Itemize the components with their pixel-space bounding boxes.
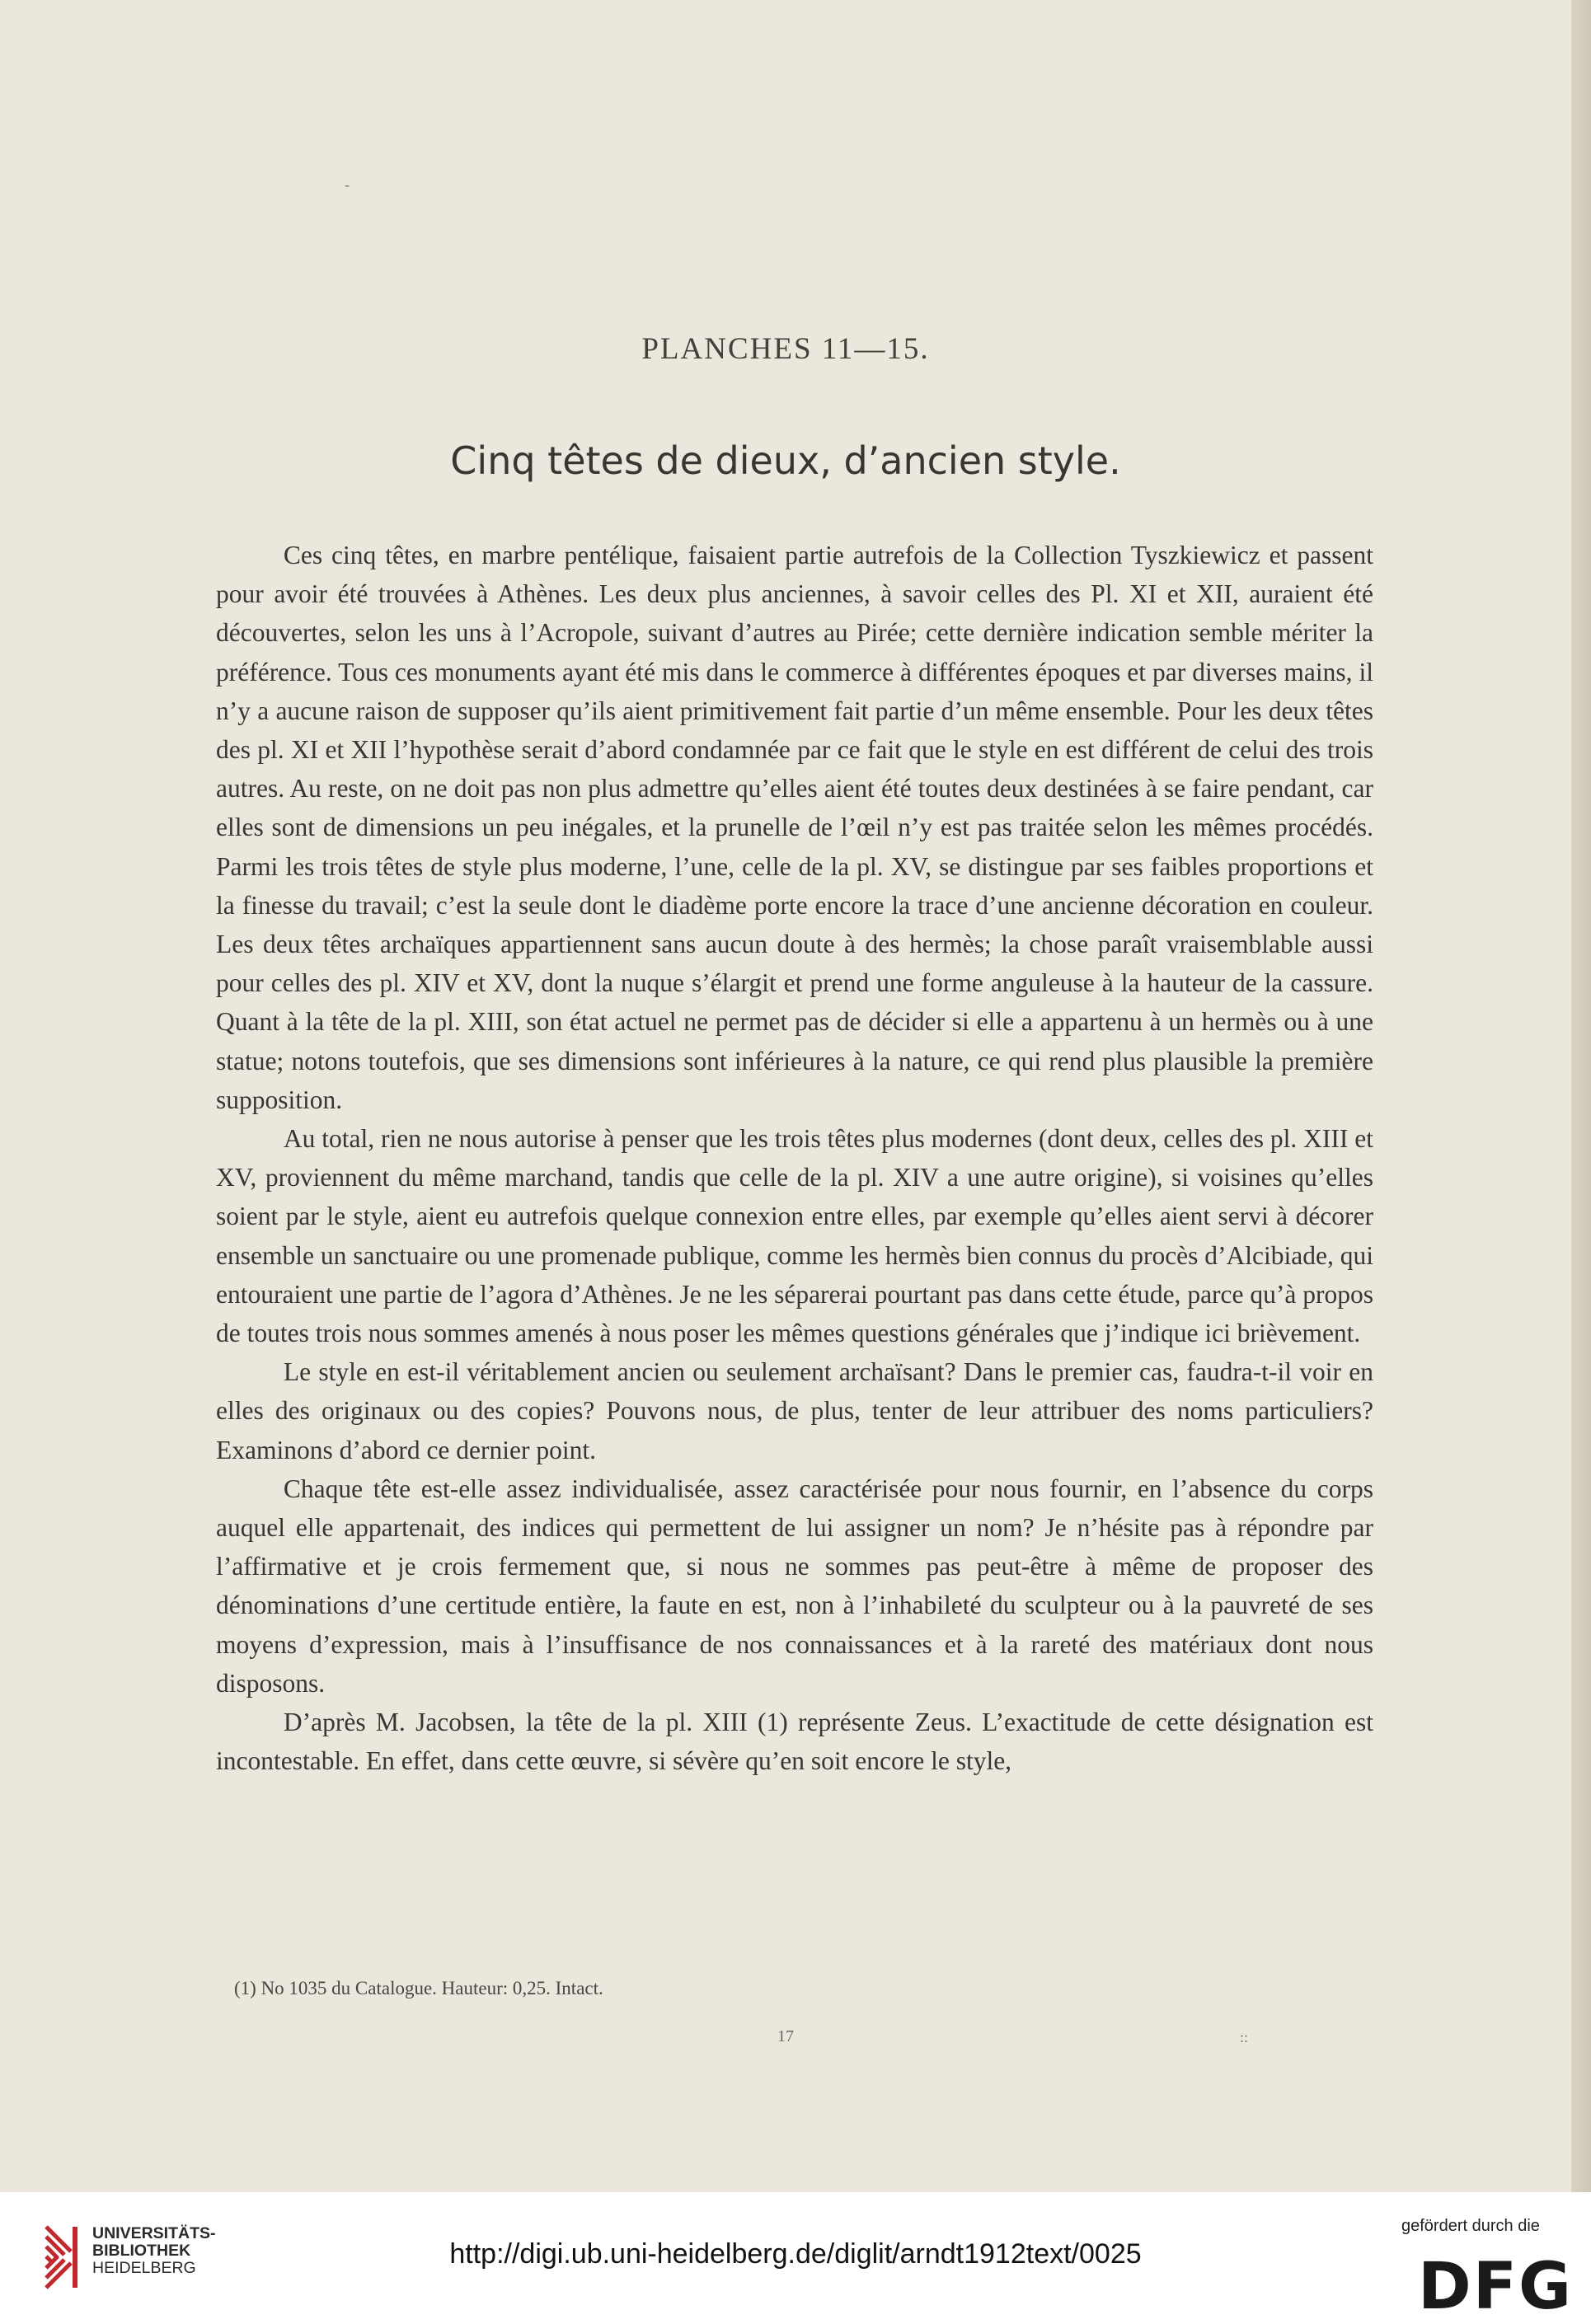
library-name-line: BIBLIOTHEK [92, 2242, 191, 2260]
viewer-footer [0, 2192, 1591, 2324]
scan-speck-mark: ‐ [345, 176, 350, 193]
paragraph-1: Ces cinq têtes, en marbre pentélique, faisaient partie autrefois de la Collection Tyszkiewicz et passent pour avoir été trouvées à Athènes. Les deux plus anciennes, à savoir celles des Pl. XI et XII, auraient été découvertes, selon les uns à l’Acropole, suivant d’autres au Pirée; cette dernière indication semble mériter la préférence. Tous ces monuments ayant été mis dans le commerce à différentes époques et par diverses mains, il n’y a aucune raison de supposer qu’ils aient primitivement fait partie d’un même ensemble. Pour les deux têtes des pl. XI et XII l’hypothèse serait d’abord condamnée par ce fait que le style en est différent de celui des trois autres. Au reste, on ne doit pas non plus admettre qu’elles aient été toutes deux destinées à se faire pendant, car elles sont de dimensions un peu inégales, et la prunelle de l’œil n’y est pas traitée selon les mêmes procédés. Parmi les trois têtes de style plus moderne, l’une, celle de la pl. XV, se distingue par ses faibles proportions et la finesse du travail; c’est la seule dont le diadème porte encore la trace d’une ancienne décoration en couleur. Les deux têtes archaïques appartiennent sans aucun doute à des hermès; la chose paraît vraisemblable aussi pour celles des pl. XIV et XV, dont la nuque s’élargit et prend une forme anguleuse à la hauteur de la cassure. Quant à la tête de la pl. XIII, son état actuel ne permet pas de décider si elle a appartenu à un hermès ou à une statue; notons toutefois, que ses dimensions sont inférieures à la nature, ce qui rend plus plausible la première supposition. [216, 541, 1373, 1114]
page-edge [1571, 0, 1591, 2192]
dfg-logo[interactable]: DFG [1418, 2250, 1574, 2324]
paragraph-3: Le style en est-il véritablement ancien ou seulement archaïsant? Dans le premier cas, faudra-t-il voir en elles des originaux ou des copies? Pouvons nous, de plus, tenter de leur attribuer des noms particuliers? Examinons d’abord ce dernier point. [216, 1357, 1373, 1464]
scan-speck-mark: :: [1240, 2029, 1249, 2045]
paragraph-5: D’après M. Jacobsen, la tête de la pl. XIII (1) représente Zeus. L’exactitude de cette désignation est incontestable. En effet, dans cette œuvre, si sévère qu’en soit encore le style, [216, 1708, 1373, 1776]
document-url-link[interactable]: http://digi.ub.uni-heidelberg.de/diglit/arndt1912text/0025 [449, 2238, 1142, 2270]
page-number: 17 [777, 2027, 794, 2045]
plates-heading: PLANCHES 11—15. [641, 332, 930, 366]
paragraph-4: Chaque tête est-elle assez individualisée, assez caractérisée pour nous fournir, en l’absence du corps auquel elle appartenait, des indices qui permettent de lui assigner un nom? Je n’hésite pas à répondre par l’affirmative et je crois fermement que, si nous ne sommes pas peut-être à même de proposer des dénominations d’une certitude entière, la faute en est, non à l’inhabileté du sculpteur ou à la pauvreté de ses moyens d’expression, mais à l’insuffisance de nos connaissances et à la rareté des matériaux dont nous disposons. [216, 1474, 1373, 1698]
funding-note: gefördert durch die [1401, 2217, 1540, 2235]
paragraph-2: Au total, rien ne nous autorise à penser que les trois têtes plus modernes (dont deux, celles des pl. XIII et XV, proviennent du même marchand, tandis que celle de la pl. XIV a une autre origine), si voisines qu’elles soient par le style, aient eu autrefois quelque connexion entre elles, par exemple qu’elles aient servi à décorer ensemble un sanctuaire ou une promenade publique, comme les hermès bien connus du procès d’Alcibiade, qui entouraient une partie de l’agora d’Athènes. Je ne les séparerai pourtant pas dans cette étude, parce qu’à propos de toutes trois nous sommes amenés à nous poser les mêmes questions générales que j’indique ici brièvement. [216, 1124, 1373, 1348]
library-name-line: HEIDELBERG [92, 2259, 196, 2277]
library-name-line: UNIVERSITÄTS- [92, 2224, 216, 2242]
article-title: Cinq têtes de dieux, d’ancien style. [450, 438, 1121, 483]
footnote: (1) No 1035 du Catalogue. Hauteur: 0,25. Intact. [234, 1978, 603, 1998]
body-text [216, 536, 1373, 1781]
